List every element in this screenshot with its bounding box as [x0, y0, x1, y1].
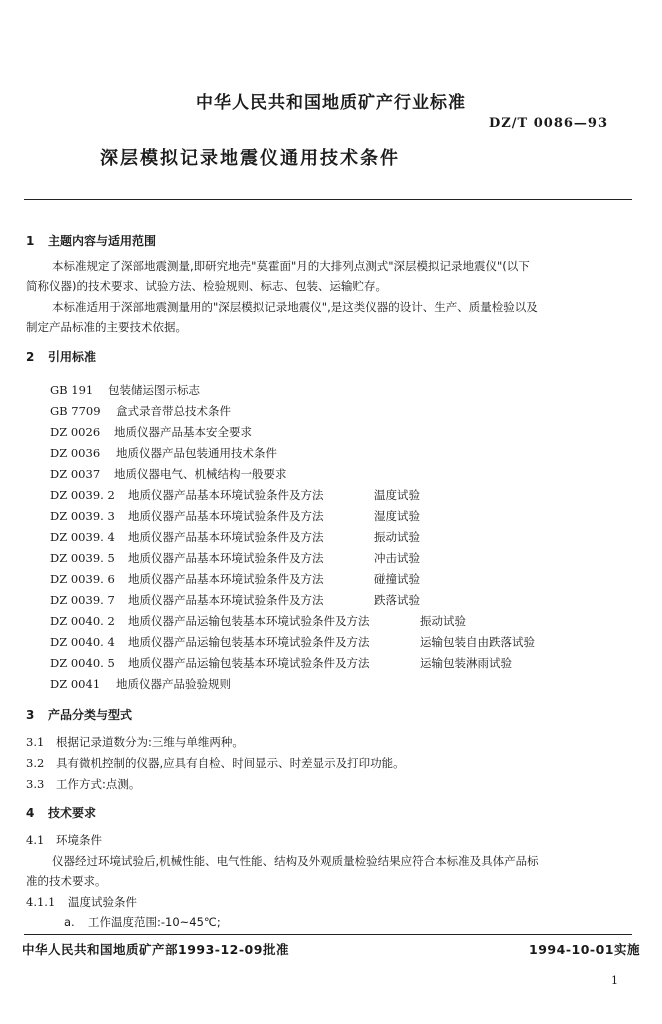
reference-title: 地质仪器电气、机械结构一般要求: [114, 467, 287, 481]
section-number: 4: [26, 806, 35, 820]
reference-title: 地质仪器产品运输包装基本环境试验条件及方法: [128, 656, 370, 670]
reference-test: 碰撞试验: [374, 572, 420, 586]
reference-title: 地质仪器产品基本环境试验条件及方法: [128, 488, 324, 502]
reference-item: [50, 445, 277, 461]
clause-text: 环境条件: [56, 833, 102, 847]
reference-test: 运输包装淋雨试验: [420, 656, 512, 670]
reference-test: 运输包装自由跌落试验: [420, 635, 535, 649]
clause-item: [26, 832, 102, 848]
reference-title: 地质仪器产品基本环境试验条件及方法: [128, 572, 324, 586]
list-label: a.: [64, 915, 75, 929]
clause-text: 工作方式:点测。: [56, 777, 141, 791]
reference-item: [50, 634, 535, 650]
reference-code: DZ 0040. 4: [50, 635, 115, 649]
clause-number: 3.2: [26, 756, 45, 770]
clause-number: 3.3: [26, 777, 45, 791]
section-number: 1: [26, 234, 35, 248]
reference-code: DZ 0026: [50, 425, 101, 439]
reference-test: 振动试验: [374, 530, 420, 544]
reference-test: 湿度试验: [374, 509, 420, 523]
reference-title: 地质仪器产品基本安全要求: [114, 425, 252, 439]
reference-item: [50, 403, 231, 419]
reference-item: [50, 592, 420, 608]
section-title: 产品分类与型式: [48, 708, 133, 722]
reference-code: DZ 0039. 6: [50, 572, 115, 586]
reference-title: 包装储运图示标志: [108, 383, 200, 397]
reference-code: GB 7709: [50, 404, 101, 418]
reference-code: DZ 0040. 2: [50, 614, 115, 628]
section-title: 技术要求: [48, 806, 97, 820]
clause-text: 具有微机控制的仪器,应具有自检、时间显示、时差显示及打印功能。: [56, 756, 405, 770]
reference-code: DZ 0036: [50, 446, 101, 460]
section-title: 引用标准: [48, 350, 97, 364]
reference-item: [50, 424, 252, 440]
section-2-heading: [26, 348, 96, 365]
reference-title: 地质仪器产品验验规则: [116, 677, 231, 691]
approval-note: 中华人民共和国地质矿产部1993-12-09批准: [22, 942, 289, 957]
implementation-date: 1994-10-01实施: [529, 942, 640, 957]
section-1-heading: [26, 232, 156, 249]
reference-title: 地质仪器产品运输包装基本环境试验条件及方法: [128, 635, 370, 649]
section-4-heading: [26, 804, 96, 821]
clause-item: [26, 776, 140, 792]
clause-text: 根据记录道数分为:三维与单维两种。: [56, 735, 244, 749]
reference-code: DZ 0039. 2: [50, 488, 115, 502]
page-number: 1: [611, 974, 618, 987]
list-item: [64, 914, 221, 930]
reference-title: 地质仪器产品基本环境试验条件及方法: [128, 551, 324, 565]
reference-item: [50, 508, 420, 524]
section-4-p-line1: 仪器经过环境试验后,机械性能、电气性能、结构及外观质量检验结果应符合本标准及具体产品标: [52, 854, 539, 868]
reference-code: DZ 0039. 7: [50, 593, 115, 607]
section-1-p2-line2: 制定产品标准的主要技术依据。: [26, 320, 187, 334]
header-divider: [24, 199, 632, 200]
clause-number: 4.1: [26, 833, 45, 847]
section-1-p1-line2: 简称仪器)的技术要求、试验方法、检验规则、标志、包装、运输贮存。: [26, 279, 387, 293]
reference-code: DZ 0039. 4: [50, 530, 115, 544]
clause-number: 3.1: [26, 735, 45, 749]
section-1-p2-line1: 本标准适用于深部地震测量用的"深层模拟记录地震仪",是这类仪器的设计、生产、质量检验以及: [52, 300, 538, 314]
reference-item: [50, 466, 287, 482]
section-number: 3: [26, 708, 35, 722]
reference-item: [50, 676, 231, 692]
reference-code: DZ 0039. 3: [50, 509, 115, 523]
reference-test: 冲击试验: [374, 551, 420, 565]
reference-item: [50, 529, 420, 545]
reference-title: 盒式录音带总技术条件: [116, 404, 231, 418]
footer-divider: [24, 934, 632, 935]
reference-test: 温度试验: [374, 488, 420, 502]
reference-item: [50, 550, 420, 566]
reference-code: DZ 0041: [50, 677, 101, 691]
section-3-heading: [26, 706, 132, 723]
reference-code: DZ 0037: [50, 467, 101, 481]
reference-title: 地质仪器产品基本环境试验条件及方法: [128, 530, 324, 544]
org-title: 中华人民共和国地质矿产行业标准: [196, 93, 466, 113]
reference-item: [50, 613, 466, 629]
reference-item: [50, 655, 512, 671]
reference-title: 地质仪器产品基本环境试验条件及方法: [128, 593, 324, 607]
clause-number: 4.1.1: [26, 895, 56, 909]
reference-item: [50, 382, 200, 398]
reference-title: 地质仪器产品运输包装基本环境试验条件及方法: [128, 614, 370, 628]
clause-text: 温度试验条件: [68, 895, 137, 909]
section-1-p1-line1: 本标准规定了深部地震测量,即研究地壳"莫霍面"月的大排列点测式"深层模拟记录地震仪"(以下: [52, 259, 530, 273]
reference-item: [50, 571, 420, 587]
section-number: 2: [26, 350, 35, 364]
clause-item: [26, 734, 244, 750]
standard-code: DZ/T 0086—93: [489, 116, 608, 131]
reference-code: DZ 0039. 5: [50, 551, 115, 565]
reference-code: GB 191: [50, 383, 94, 397]
reference-code: DZ 0040. 5: [50, 656, 115, 670]
document-title: 深层模拟记录地震仪通用技术条件: [100, 148, 400, 169]
clause-item: [26, 894, 137, 910]
list-text: 工作温度范围:-10~45℃;: [88, 915, 221, 929]
reference-title: 地质仪器产品基本环境试验条件及方法: [128, 509, 324, 523]
section-4-p-line2: 准的技术要求。: [26, 874, 107, 888]
clause-item: [26, 755, 405, 771]
reference-test: 振动试验: [420, 614, 466, 628]
reference-item: [50, 487, 420, 503]
section-title: 主题内容与适用范围: [48, 234, 157, 248]
reference-title: 地质仪器产品包装通用技术条件: [116, 446, 277, 460]
reference-test: 跌落试验: [374, 593, 420, 607]
